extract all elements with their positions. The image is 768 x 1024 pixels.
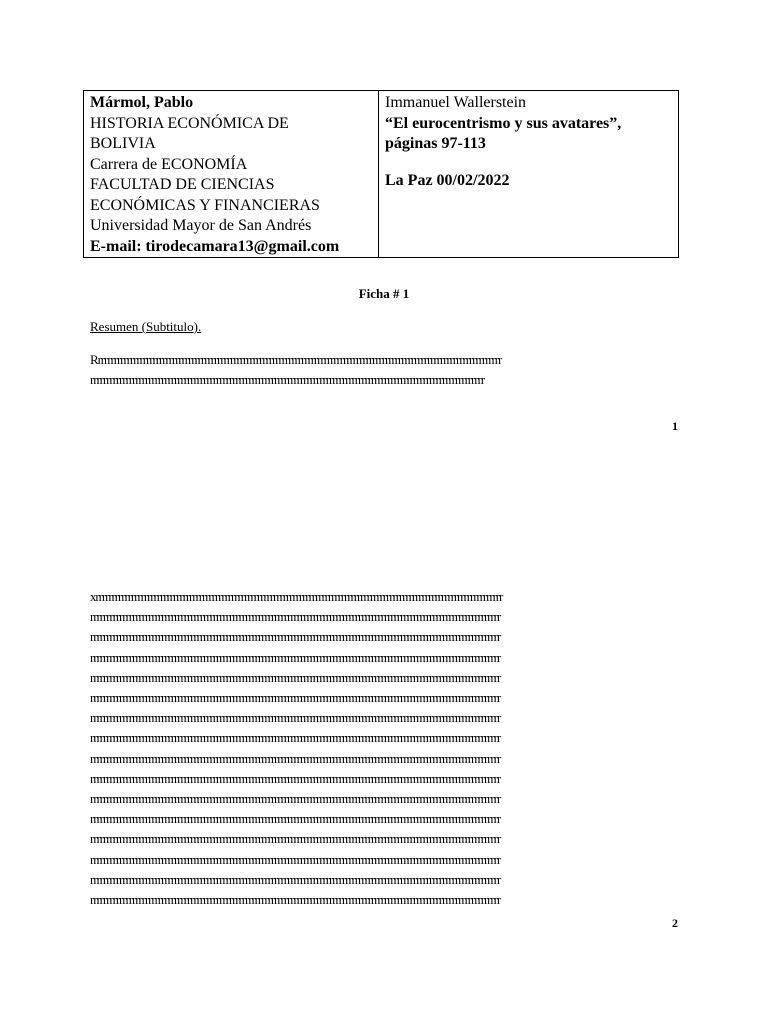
paragraph-line: xrrrrrrrrrrrrrrrrrrrrrrrrrrrrrrrrrrrrrrrrrrrrrrrrrrrrrrrrrrrrrrrrrrrrrrrrrrrrrrrrrrrrrrrrrrrrrrrrrrrrrrrrrrrrrrrrrrrrrrrrrrrrrr	[90, 589, 503, 604]
email-address: E-mail: tirodecamara13@gmail.com	[90, 237, 340, 255]
paragraph-line: rrrrrrrrrrrrrrrrrrrrrrrrrrrrrrrrrrrrrrrrrrrrrrrrrrrrrrrrrrrrrrrrrrrrrrrrrrrrrrrrrrrrrrrrrrrrrrrrrrrrrrrrrrrrrrrrrrrrrrrrrrrrrrr	[90, 629, 501, 645]
page1-paragraph	[90, 350, 680, 390]
page2-paragraph	[90, 587, 680, 910]
paragraph-line: rrrrrrrrrrrrrrrrrrrrrrrrrrrrrrrrrrrrrrrrrrrrrrrrrrrrrrrrrrrrrrrrrrrrrrrrrrrrrrrrrrrrrrrrrrrrrrrrrrrrrrrrrrrrrrrrrrrrrrrrrrrrrrr	[90, 851, 501, 867]
faculty-line2: ECONÓMICAS Y FINANCIERAS	[90, 196, 320, 214]
source-author: Immanuel Wallerstein	[385, 94, 527, 111]
paragraph-line: rrrrrrrrrrrrrrrrrrrrrrrrrrrrrrrrrrrrrrrrrrrrrrrrrrrrrrrrrrrrrrrrrrrrrrrrrrrrrrrrrrrrrrrrrrrrrrrrrrrrrrrrrrrrrrrrrrrrrrrrrrrrrrr	[90, 811, 501, 827]
paragraph-line: rrrrrrrrrrrrrrrrrrrrrrrrrrrrrrrrrrrrrrrrrrrrrrrrrrrrrrrrrrrrrrrrrrrrrrrrrrrrrrrrrrrrrrrrrrrrrrrrrrrrrrrrrrrrrrrrrrrrrrrrrrrrrrr	[90, 892, 501, 908]
career-name: Carrera de ECONOMÍA	[90, 155, 248, 173]
paragraph-line: rrrrrrrrrrrrrrrrrrrrrrrrrrrrrrrrrrrrrrrrrrrrrrrrrrrrrrrrrrrrrrrrrrrrrrrrrrrrrrrrrrrrrrrrrrrrrrrrrrrrrrrrrrrrrrrrrrrrrrrrrrrrrrr	[90, 831, 501, 847]
spacer	[385, 155, 672, 171]
source-pages: páginas 97-113	[385, 135, 486, 152]
source-info-cell	[379, 91, 679, 258]
summary-subtitle: Resumen (Subtitulo).	[90, 319, 202, 334]
paragraph-line: rrrrrrrrrrrrrrrrrrrrrrrrrrrrrrrrrrrrrrrrrrrrrrrrrrrrrrrrrrrrrrrrrrrrrrrrrrrrrrrrrrrrrrrrrrrrrrrrrrrrrrrrrrrrrrrrrrrrrrrrrrrrrrr	[90, 649, 501, 665]
place-date: La Paz 00/02/2022	[385, 171, 510, 189]
faculty-line1: FACULTAD DE CIENCIAS	[90, 176, 275, 193]
paragraph-line: rrrrrrrrrrrrrrrrrrrrrrrrrrrrrrrrrrrrrrrrrrrrrrrrrrrrrrrrrrrrrrrrrrrrrrrrrrrrrrrrrrrrrrrrrrrrrrrrrrrrrrrrrrrrrrrrrrrrrrrrrrrrrrr	[90, 690, 501, 706]
paragraph-line: rrrrrrrrrrrrrrrrrrrrrrrrrrrrrrrrrrrrrrrrrrrrrrrrrrrrrrrrrrrrrrrrrrrrrrrrrrrrrrrrrrrrrrrrrrrrrrrrrrrrrrrrrrrrrrrrrrrrrrrrrrrrrrr	[90, 710, 501, 726]
student-info-cell	[84, 91, 379, 258]
source-title: “El eurocentrismo y sus avatares”,	[385, 114, 622, 132]
paragraph-line: rrrrrrrrrrrrrrrrrrrrrrrrrrrrrrrrrrrrrrrrrrrrrrrrrrrrrrrrrrrrrrrrrrrrrrrrrrrrrrrrrrrrrrrrrrrrrrrrrrrrrrrrrrrrrrrrrrrrrrrrrr	[90, 372, 484, 388]
course-name-line2: BOLIVIA	[90, 135, 156, 152]
paragraph-line: rrrrrrrrrrrrrrrrrrrrrrrrrrrrrrrrrrrrrrrrrrrrrrrrrrrrrrrrrrrrrrrrrrrrrrrrrrrrrrrrrrrrrrrrrrrrrrrrrrrrrrrrrrrrrrrrrrrrrrrrrrrrrrr	[90, 609, 501, 625]
course-name-line1: HISTORIA ECONÓMICA DE	[90, 114, 289, 132]
university-name: Universidad Mayor de San Andrés	[90, 217, 312, 234]
page-number-1: 1	[672, 419, 678, 433]
paragraph-line: rrrrrrrrrrrrrrrrrrrrrrrrrrrrrrrrrrrrrrrrrrrrrrrrrrrrrrrrrrrrrrrrrrrrrrrrrrrrrrrrrrrrrrrrrrrrrrrrrrrrrrrrrrrrrrrrrrrrrrrrrrrrrrr	[90, 791, 501, 807]
ficha-title: Ficha # 1	[358, 286, 410, 301]
paragraph-line: rrrrrrrrrrrrrrrrrrrrrrrrrrrrrrrrrrrrrrrrrrrrrrrrrrrrrrrrrrrrrrrrrrrrrrrrrrrrrrrrrrrrrrrrrrrrrrrrrrrrrrrrrrrrrrrrrrrrrrrrrrrrrrr	[90, 730, 501, 746]
author-name: Mármol, Pablo	[90, 94, 194, 111]
paragraph-line: rrrrrrrrrrrrrrrrrrrrrrrrrrrrrrrrrrrrrrrrrrrrrrrrrrrrrrrrrrrrrrrrrrrrrrrrrrrrrrrrrrrrrrrrrrrrrrrrrrrrrrrrrrrrrrrrrrrrrrrrrrrrrrr	[90, 770, 501, 786]
paragraph-line: Rrrrrrrrrrrrrrrrrrrrrrrrrrrrrrrrrrrrrrrrrrrrrrrrrrrrrrrrrrrrrrrrrrrrrrrrrrrrrrrrrrrrrrrrrrrrrrrrrrrrrrrrrrrrrrrrrrrrrrrrrrrrrr	[90, 352, 502, 367]
header-table	[83, 90, 679, 258]
paragraph-line: rrrrrrrrrrrrrrrrrrrrrrrrrrrrrrrrrrrrrrrrrrrrrrrrrrrrrrrrrrrrrrrrrrrrrrrrrrrrrrrrrrrrrrrrrrrrrrrrrrrrrrrrrrrrrrrrrrrrrrrrrrrrrrr	[90, 871, 501, 887]
paragraph-line: rrrrrrrrrrrrrrrrrrrrrrrrrrrrrrrrrrrrrrrrrrrrrrrrrrrrrrrrrrrrrrrrrrrrrrrrrrrrrrrrrrrrrrrrrrrrrrrrrrrrrrrrrrrrrrrrrrrrrrrrrrrrrrr	[90, 669, 501, 685]
page-number-2: 2	[672, 916, 678, 930]
paragraph-line: rrrrrrrrrrrrrrrrrrrrrrrrrrrrrrrrrrrrrrrrrrrrrrrrrrrrrrrrrrrrrrrrrrrrrrrrrrrrrrrrrrrrrrrrrrrrrrrrrrrrrrrrrrrrrrrrrrrrrrrrrrrrrrr	[90, 750, 501, 766]
